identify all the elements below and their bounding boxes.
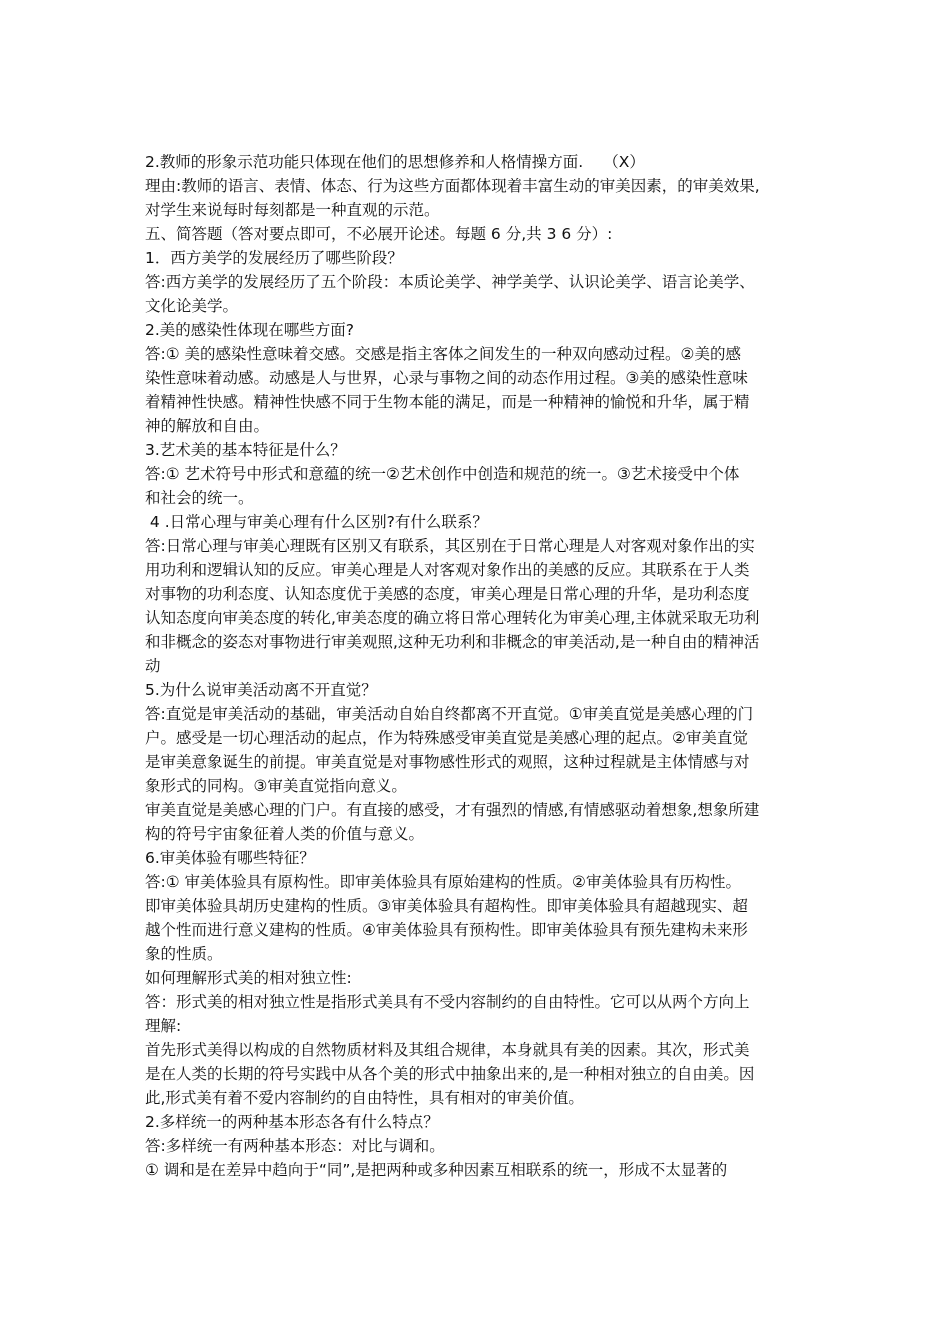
question-form-beauty: 如何理解形式美的相对独立性:	[145, 969, 352, 987]
answer-line: 审美直觉是美感心理的门户。有直接的感受，才有强烈的情感,有情感驱动着想象,想象所建	[145, 801, 760, 819]
question-2: 2.美的感染性体现在哪些方面?	[145, 321, 355, 339]
answer-line: 用功利和逻辑认知的反应。审美心理是人对客观对象作出的美感的反应。其联系在于人类	[145, 561, 750, 579]
answer-line: 答:直觉是审美活动的基础，审美活动自始自终都离不开直觉。①审美直觉是美感心理的门	[145, 705, 754, 723]
question-1: 1．西方美学的发展经历了哪些阶段？	[145, 249, 403, 267]
question-6: 6.审美体验有哪些特征？	[145, 849, 315, 867]
answer-line: 即审美体验具胡历史建构的性质。③审美体验具有超构性。即审美体验具有超越现实、超	[145, 897, 748, 915]
answer-line: 户。感受是一切心理活动的起点，作为特殊感受审美直觉是美感心理的起点。②审美直觉	[145, 729, 748, 747]
reason-line: 对学生来说每时每刻都是一种直观的示范。	[145, 201, 440, 219]
answer-line: 答:多样统一有两种基本形态：对比与调和。	[145, 1137, 445, 1155]
answer-line: 理解:	[145, 1017, 182, 1035]
answer-line: 和非概念的姿态对事物进行审美观照,这种无功利和非概念的审美活动,是一种自由的精神活	[145, 633, 760, 651]
answer-line: 答:① 美的感染性意味着交感。交感是指主客体之间发生的一种双向感动过程。②美的感	[145, 345, 741, 363]
answer-line: 首先形式美得以构成的自然物质材料及其组合规律，本身就具有美的因素。其次，形式美	[145, 1041, 750, 1059]
document-page	[145, 150, 813, 1182]
reason-line: 理由:教师的语言、表情、体态、行为这些方面都体现着丰富生动的审美因素，的审美效果,	[145, 177, 760, 195]
answer-line: 象形式的同构。③审美直觉指向意义。	[145, 777, 407, 795]
true-false-item-2	[145, 150, 813, 174]
answer-line: 文化论美学。	[145, 297, 239, 315]
answer-line: ① 调和是在差异中趋向于“同”,是把两种或多种因素互相联系的统一，形成不太显著的	[145, 1161, 728, 1179]
answer-line: 是在人类的长期的符号实践中从各个美的形式中抽象出来的,是一种相对独立的自由美。因	[145, 1065, 755, 1083]
question-5: 5.为什么说审美活动离不开直觉？	[145, 681, 377, 699]
item-statement: 2.教师的形象示范功能只体现在他们的思想修养和人格情操方面.	[145, 153, 584, 171]
answer-line: 认知态度向审美态度的转化,审美态度的确立将日常心理转化为审美心理,主体就采取无功利	[145, 609, 760, 627]
answer-mark: （X）	[603, 153, 645, 171]
answer-line: 是审美意象诞生的前提。审美直觉是对事物感性形式的观照，这种过程就是主体情感与对	[145, 753, 750, 771]
answer-line: 答：形式美的相对独立性是指形式美具有不受内容制约的自由特性。它可以从两个方向上	[145, 993, 750, 1011]
answer-line: 越个性而进行意义建构的性质。④审美体验具有预构性。即审美体验具有预先建构未来形	[145, 921, 748, 939]
answer-line: 答:日常心理与审美心理既有区别又有联系，其区别在于日常心理是人对客观对象作出的实	[145, 537, 755, 555]
answer-line: 和社会的统一。	[145, 489, 254, 507]
answer-line: 象的性质。	[145, 945, 223, 963]
section-heading: 五、简答题（答对要点即可，不必展开论述。每题 6 分,共 3 6 分）:	[145, 225, 613, 243]
question-3: 3.艺术美的基本特征是什么？	[145, 441, 346, 459]
answer-line: 答:① 审美体验具有原构性。即审美体验具有原始建构的性质。②审美体验具有历构性。	[145, 873, 741, 891]
answer-line: 着精神性快感。精神性快感不同于生物本能的满足，而是一种精神的愉悦和升华，属于精	[145, 393, 750, 411]
question-4: 4 .日常心理与审美心理有什么区别?有什么联系？	[145, 513, 488, 531]
answer-line: 神的解放和自由。	[145, 417, 270, 435]
answer-line: 答:① 艺术符号中形式和意蕴的统一②艺术创作中创造和规范的统一。③艺术接受中个体	[145, 465, 740, 483]
answer-line: 此,形式美有着不爱内容制约的自由特性，具有相对的审美价值。	[145, 1089, 584, 1107]
answer-line: 构的符号宇宙象征着人类的价值与意义。	[145, 825, 425, 843]
answer-line: 答:西方美学的发展经历了五个阶段：本质论美学、神学美学、认识论美学、语言论美学、	[145, 273, 755, 291]
answer-line: 染性意味着动感。动感是人与世界，心录与事物之间的动态作用过程。③美的感染性意味	[145, 369, 748, 387]
question-diversity-unity: 2.多样统一的两种基本形态各有什么特点？	[145, 1113, 439, 1131]
answer-line: 动	[145, 657, 161, 675]
answer-line: 对事物的功利态度、认知态度优于美感的态度，审美心理是日常心理的升华，是功利态度	[145, 585, 750, 603]
